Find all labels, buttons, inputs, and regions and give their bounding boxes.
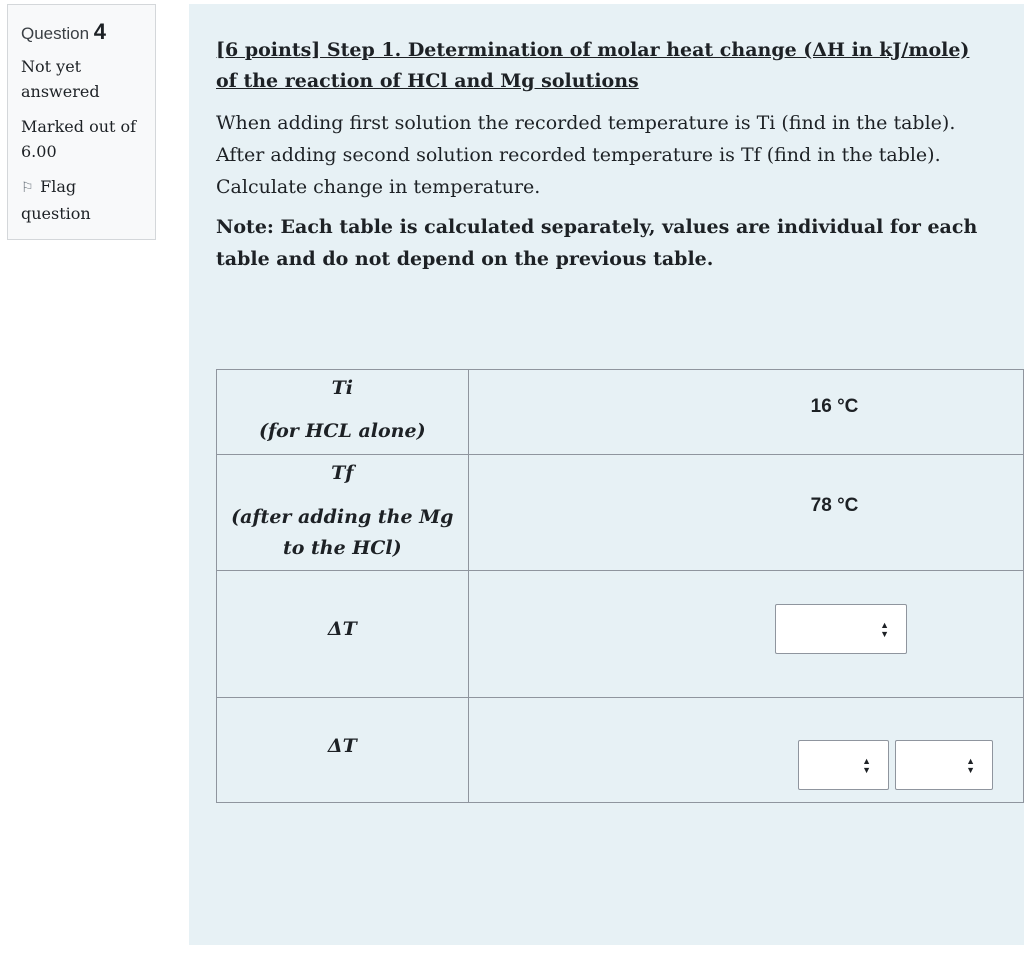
flag-question-link[interactable]	[21, 174, 131, 226]
tf-label: Tf	[331, 462, 354, 484]
table-label-cell	[217, 370, 469, 455]
question-info-panel	[7, 4, 156, 240]
temperature-table	[216, 369, 1024, 803]
flag-question-label: Flag question	[21, 177, 91, 223]
table-value-cell	[468, 370, 1023, 455]
table-row	[217, 571, 1024, 698]
delta-t-value-select[interactable]	[798, 740, 889, 790]
question-description: When adding first solution the recorded temperature is Ti (find in the table). After adding second solution recorded temperature is Tf (find in the table). Calculate change in temperature.	[216, 112, 956, 198]
question-grade: Marked out of 6.00	[21, 117, 137, 161]
ti-sublabel: (for HCL alone)	[258, 420, 426, 442]
delta-t-select[interactable]	[775, 604, 907, 654]
tf-value: 78 °C	[810, 495, 859, 516]
table-value-cell	[468, 698, 1023, 803]
table-row	[217, 698, 1024, 803]
question-title: [6 points] Step 1. Determination of molar heat change (ΔH in kJ/mole) of the reaction of HCl and Mg solutions	[216, 39, 970, 92]
delta-t-label: ΔT	[327, 618, 357, 640]
table-label-cell	[217, 698, 469, 803]
table-value-cell	[468, 571, 1023, 698]
delta-t-label: ΔT	[327, 735, 357, 757]
select-arrows-icon: ▲ ▼	[880, 620, 889, 639]
question-number-value: 4	[93, 19, 107, 44]
question-label: Question	[21, 24, 90, 43]
select-arrows-icon: ▲ ▼	[966, 756, 975, 775]
table-row	[217, 370, 1024, 455]
question-number	[21, 19, 155, 45]
select-arrows-icon: ▲ ▼	[862, 756, 871, 775]
table-row	[217, 455, 1024, 571]
question-note: Note: Each table is calculated separately, values are individual for each table and do not depend on the previous table.	[216, 216, 978, 270]
table-value-cell	[468, 455, 1023, 571]
table-label-cell	[217, 571, 469, 698]
ti-value: 16 °C	[810, 396, 859, 417]
table-label-cell	[217, 455, 469, 571]
flag-icon: ⚐	[21, 180, 34, 196]
question-state: Not yet answered	[21, 57, 100, 101]
tf-sublabel: (after adding the Mg to the HCl)	[231, 506, 454, 559]
delta-t-unit-select[interactable]	[895, 740, 993, 790]
ti-label: Ti	[331, 377, 353, 399]
